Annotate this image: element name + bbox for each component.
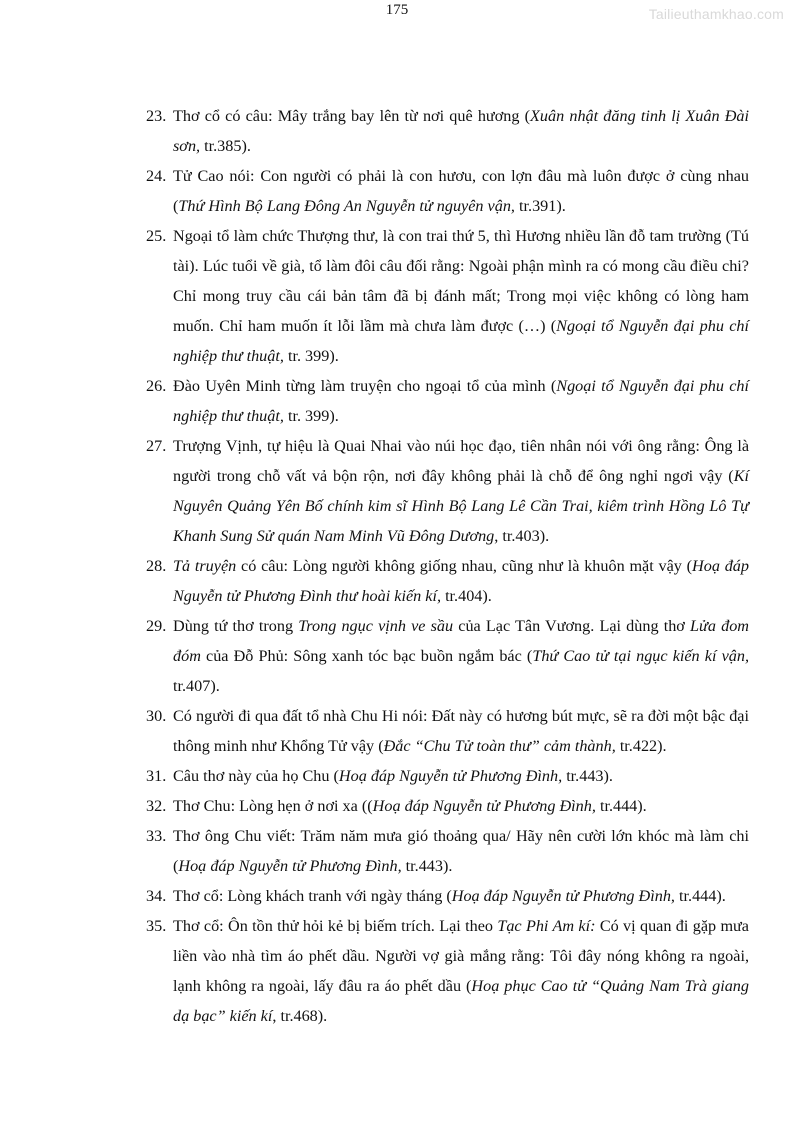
endnote-citation-italic: Kí Nguyên Quảng Yên Bố chính kim sĩ Hình Bộ Lang Lê Cần Trai, kiêm trình Hồng Lô Tự Khanh Sung Sử quán Nam Minh Vũ Đông Dương <box>173 467 749 545</box>
endnote-text-run: tr. 399). <box>283 347 339 365</box>
endnote-text-run: có câu: Lòng người không giống nhau, cũng như là khuôn mặt vậy ( <box>236 557 693 575</box>
endnote-item <box>146 551 749 611</box>
endnote-text-run: Câu thơ này của họ Chu ( <box>173 767 339 785</box>
watermark: Tailieuthamkhao.com <box>648 6 784 22</box>
endnote-text <box>173 161 749 221</box>
endnote-text <box>173 221 749 371</box>
endnote-text <box>173 821 749 881</box>
endnote-number: 33. <box>146 827 167 845</box>
endnote-text-run: tr.407). <box>173 677 220 695</box>
endnote-citation-italic: Ngoại tổ Nguyễn đại phu chí nghiệp thư thuật, <box>173 317 749 365</box>
endnote-number: 28. <box>146 557 167 575</box>
endnote-text-run: Trượng Vịnh, tự hiệu là Quai Nhai vào núi học đạo, tiên nhân nói với ông rằng: Ông là người trong chỗ vất vả bộn rộn, nơi đây không phải là chỗ để ông nghỉ ngơi vậy ( <box>173 437 749 485</box>
endnote-number: 27. <box>146 437 167 455</box>
endnote-text-run: , tr.403). <box>494 527 550 545</box>
endnote-citation-italic: Tả truyện <box>173 557 237 575</box>
endnote-text-run: tr.444). <box>595 797 647 815</box>
endnote-number: 34. <box>146 887 167 905</box>
endnote-text <box>173 881 749 911</box>
endnote-text-run: Thơ ông Chu viết: Trăm năm mưa gió thoảng qua/ Hãy nên cười lớn khóc mà làm chi ( <box>173 827 749 875</box>
endnote-item <box>146 791 749 821</box>
endnote-item <box>146 611 749 701</box>
endnote-text-run: tr.404). <box>441 587 492 605</box>
endnote-number: 23. <box>146 107 167 125</box>
endnote-item <box>146 431 749 551</box>
endnote-citation-italic: Trong ngục vịnh ve sầu <box>298 617 454 635</box>
endnote-citation-italic: Lửa đom đóm <box>173 617 749 665</box>
endnote-citation-italic: Tạc Phi Am kí: <box>497 917 596 935</box>
endnote-text-run: tr.385). <box>200 137 251 155</box>
endnote-item <box>146 911 749 1031</box>
endnote-text-run: tr.422). <box>615 737 667 755</box>
endnote-item <box>146 881 749 911</box>
endnote-number: 24. <box>146 167 167 185</box>
endnote-number: 29. <box>146 617 167 635</box>
endnote-citation-italic: Hoạ đáp Nguyễn tử Phương Đình, <box>338 767 563 785</box>
endnote-text <box>173 431 749 551</box>
endnote-text <box>173 791 749 821</box>
endnote-citation-italic: Đắc “Chu Tử toàn thư” cảm thành, <box>383 737 616 755</box>
endnote-citation-italic: Thứ Cao tử tại ngục kiến kí vận, <box>532 647 749 665</box>
endnote-text-run: Ngoại tổ làm chức Thượng thư, là con trai thứ 5, thì Hương nhiều lần đỗ tam trường (Tú tài). Lúc tuổi về già, tổ làm đôi câu đối rằng: Ngoài phận mình ra có mong cầu điều chi? Chỉ mong truy cầu cái bản tâm đã bị đánh mất; Trong mọi việc không có lòng ham muốn. Chỉ ham muốn ít lỗi lầm mà chưa làm được (…) ( <box>173 227 749 335</box>
endnote-text <box>173 701 749 761</box>
endnote-text <box>173 551 749 611</box>
endnote-item <box>146 821 749 881</box>
endnote-citation-italic: Xuân nhật đăng tinh lị Xuân Đài sơn, <box>173 107 749 155</box>
endnote-text <box>173 761 749 791</box>
endnote-citation-italic: Hoạ phục Cao tử “Quảng Nam Trà giang dạ bạc” kiến kí <box>173 977 749 1025</box>
endnote-text <box>173 101 749 161</box>
endnote-text-run: của Đỗ Phủ: Sông xanh tóc bạc buồn ngắm bác ( <box>200 647 533 665</box>
endnote-item <box>146 761 749 791</box>
endnote-number: 30. <box>146 707 167 725</box>
endnote-text-run: tr.444). <box>674 887 726 905</box>
endnote-text-run: Dùng tứ thơ trong <box>173 617 299 635</box>
endnotes-list <box>146 101 749 1031</box>
endnote-number: 35. <box>146 917 167 935</box>
endnote-text-run: Tử Cao nói: Con người có phải là con hươu, con lợn đâu mà luôn được ở cùng nhau ( <box>173 167 749 215</box>
endnote-citation-italic: Hoạ đáp Nguyễn tử Phương Đình, <box>178 857 402 875</box>
endnote-item <box>146 221 749 371</box>
endnote-text-run: tr.443). <box>562 767 613 785</box>
endnote-item <box>146 701 749 761</box>
endnote-text <box>173 371 749 431</box>
endnote-citation-italic: Thứ Hình Bộ Lang Đông An Nguyễn tử nguyên vận, <box>178 197 515 215</box>
endnote-text-run: Thơ cổ: Lòng khách tranh với ngày tháng ( <box>173 887 452 905</box>
endnote-number: 31. <box>146 767 167 785</box>
endnote-text-run: Đào Uyên Minh từng làm truyện cho ngoại tổ của mình ( <box>173 377 557 395</box>
endnote-text <box>173 611 749 701</box>
page-number: 175 <box>385 2 409 18</box>
endnote-text-run: Thơ cổ có câu: Mây trắng bay lên từ nơi quê hương ( <box>173 107 531 125</box>
endnote-citation-italic: Hoạ đáp Nguyễn tử Phương Đình, <box>372 797 596 815</box>
endnote-text-run: tr. 399). <box>283 407 339 425</box>
endnote-item <box>146 101 749 161</box>
endnote-number: 25. <box>146 227 167 245</box>
endnote-item <box>146 371 749 431</box>
endnote-item <box>146 161 749 221</box>
endnote-text-run: của Lạc Tân Vương. Lại dùng thơ <box>453 617 691 635</box>
endnote-text-run: , tr.468). <box>272 1007 328 1025</box>
endnote-citation-italic: Hoạ đáp Nguyễn tử Phương Đình, <box>451 887 675 905</box>
endnote-text <box>173 911 749 1031</box>
endnote-number: 26. <box>146 377 167 395</box>
endnote-text-run: tr.443). <box>401 857 453 875</box>
endnote-citation-italic: Ngoại tổ Nguyễn đại phu chí nghiệp thư thuật, <box>173 377 749 425</box>
endnote-text-run: tr.391). <box>514 197 566 215</box>
endnote-text-run: Thơ Chu: Lòng hẹn ở nơi xa (( <box>173 797 373 815</box>
endnote-text-run: Thơ cổ: Ôn tồn thử hỏi kẻ bị biếm trích. Lại theo <box>173 917 498 935</box>
endnote-citation-italic: Hoạ đáp Nguyễn tử Phương Đình thư hoài kiến kí, <box>173 557 749 605</box>
endnote-number: 32. <box>146 797 167 815</box>
endnote-text-run: Có người đi qua đất tổ nhà Chu Hi nói: Đất này có hương bút mực, sẽ ra đời một bậc đại thông minh như Khổng Tử vậy ( <box>173 707 749 755</box>
endnote-text-run: Có vị quan đi gặp mưa liền vào nhà tìm áo phết dầu. Người vợ già mắng rằng: Tôi đây nóng không ra ngoài, lạnh không ra ngoài, lấy đâu ra áo phết dầu ( <box>173 917 749 995</box>
